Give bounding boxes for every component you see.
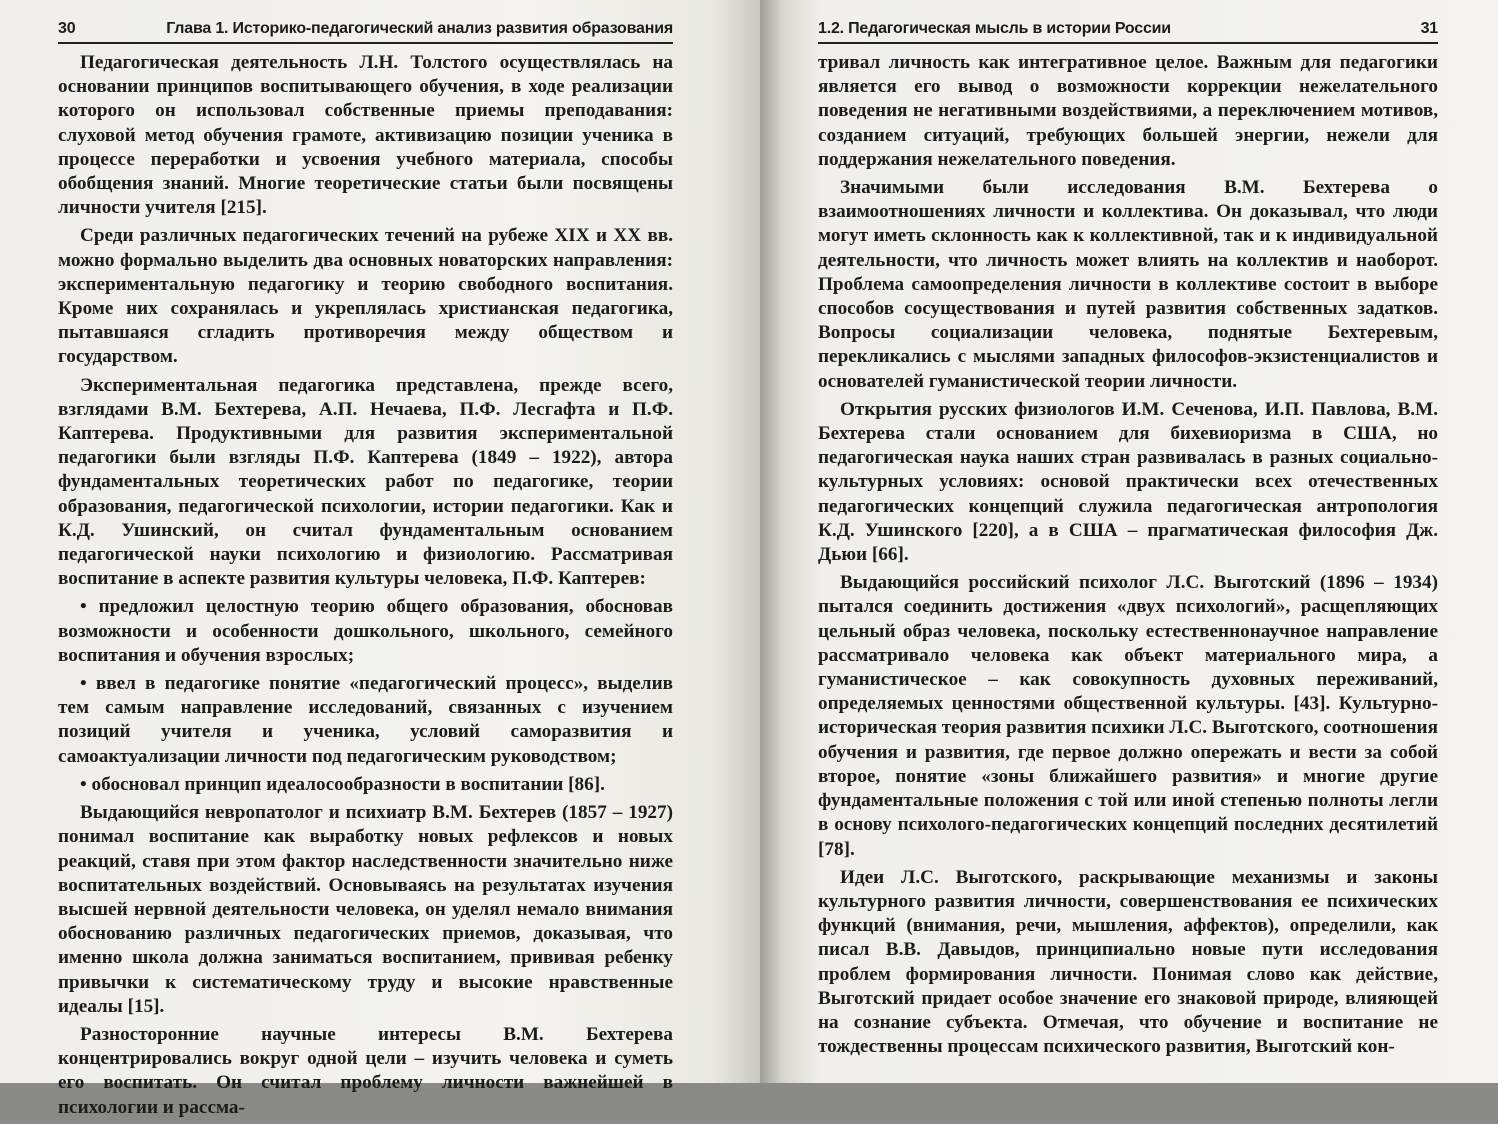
page-number-left: 30 (58, 20, 76, 37)
bullet-item: • ввел в педагогике понятие «педагогический процесс», выделив тем самым направление исследований, связанных с изучением позиций учителя и ученика, условий саморазвития и самоактуализации личности под педагогическим руководством; (58, 673, 673, 767)
paragraph: Идеи Л.С. Выготского, раскрывающие механизмы и законы культурного развития личности, совершенствования ее психических функций (внимания, речи, мышления, аффектов), определили, как писал В.В. Давыдов, принципиально новые пути исследования проблем формирования личности. Понимая слово как действие, Выготский придает особое значение его знаковой природе, влияющей на сознание субъекта. Отмечая, что обучение и воспитание не тождественны процессам психического развития, Выготский кон- (818, 866, 1438, 1058)
paragraph: Значимыми были исследования В.М. Бехтерева о взаимоотношениях личности и коллектива. Он доказывал, что люди могут иметь склонность как к коллективной, так и к индивидуальной деятельности, что личность может влиять на коллектив и наоборот. Проблема самоопределения личности в коллективе состоит в выборе способов сосуществования и путей развития собственных задатков. Вопросы социализации человека, поднятые Бехтеревым, перекликались с мыслями западных философов-экзистенциалистов и основателей гуманистической теории личности. (818, 177, 1438, 392)
left-body-text (58, 51, 673, 1124)
paragraph: Экспериментальная педагогика представлена, прежде всего, взглядами В.М. Бехтерева, А.П. Нечаева, П.Ф. Лесгафта и П.Ф. Каптерева. Продуктивными для развития экспериментальной педагогики были взгляды П.Ф. Каптерева (1849 – 1922), автора фундаментальных теоретических работ по педагогике, теории образования, педагогической психологии, истории педагогики. Как и К.Д. Ушинский, он считал фундаментальным основанием педагогической науки психологию и физиологию. Рассматривая воспитание в аспекте развития культуры человека, П.Ф. Каптерев: (58, 374, 673, 590)
left-running-head (58, 14, 673, 44)
paragraph: Педагогическая деятельность Л.Н. Толстого осуществлялась на основании принципов воспитывающего обучения, в ходе реализации которого он использовал собственные приемы преподавания: слуховой метод обучения грамоте, активизацию позиции ученика в процессе переработки и усвоения учебного материала, способы обобщения знаний. Многие теоретические статьи были посвящены личности учителя [215]. (58, 52, 673, 219)
right-body-text (818, 51, 1438, 1063)
right-running-head (818, 14, 1438, 44)
paragraph: Выдающийся российский психолог Л.С. Выготский (1896 – 1934) пытался соединить достижения «двух психологий», расщепляющих цельный образ человека, поскольку естественнонаучное направление рассматривало человека как объект материального мира, а гуманистическое – как совокупность духовных переживаний, определяемых ценностями общественной культуры. [43]. Культурно-историческая теория развития психики Л.С. Выготского, соотношения обучения и развития, где первое должно опережать и вести за собой второе, понятие «зоны ближайшего развития» и многие другие фундаментальные положения с той или иной степенью полноты легли в основу психолого-педагогических концепций последних десятилетий [78]. (818, 572, 1438, 860)
bullet-item: • обосновал принцип идеалосообразности в воспитании [86]. (80, 773, 605, 795)
paragraph: тривал личность как интегративное целое. Важным для педагогики является его вывод о возможности коррекции нежелательного поведения не негативными воздействиями, а переключением мотивов, созданием ситуаций, требующих большей энергии, нежели для поддержания нежелательного поведения. (818, 52, 1438, 170)
paragraph: Среди различных педагогических течений на рубеже XIX и XX вв. можно формально выделить два основных новаторских направления: экспериментальную педагогику и теорию свободного воспитания. Кроме них сохранялась и укреплялась христианская педагогика, пытавшаяся сгладить противоречия между обществом и государством. (58, 225, 673, 368)
paragraph: Открытия русских физиологов И.М. Сеченова, И.П. Павлова, В.М. Бехтерева стали основанием для бихевиоризма в США, но педагогическая наука наших стран развивалась в разных социально-культурных условиях: основой практически всех отечественных педагогических концепций служила педагогическая антропология К.Д. Ушинского [220], а в США – прагматическая философия Дж. Дьюи [66]. (818, 398, 1438, 566)
page-number-right: 31 (1420, 20, 1438, 37)
right-page (760, 0, 1498, 1083)
paragraph: Выдающийся невропатолог и психиатр В.М. Бехтерев (1857 – 1927) понимал воспитание как выработку новых рефлексов и новых реакций, ставя при этом фактор наследственности значительно ниже воспитательных воздействий. Основываясь на результатах изучения высшей нервной деятельности человека, он уделял немало внимания обоснованию различных педагогических приемов, доказывая, что именно школа должна заниматься воспитанием, прививая ребенку привычки к систематическому труду и высокие нравственные идеалы [15]. (58, 802, 673, 1017)
chapter-title: Глава 1. Историко-педагогический анализ развития образования (166, 20, 673, 37)
paragraph: Разносторонние научные интересы В.М. Бехтерева концентрировались вокруг одной цели – изучить человека и суметь его воспитать. Он считал проблему личности важнейшей в психологии и рассма- (58, 1023, 673, 1118)
section-title: 1.2. Педагогическая мысль в истории России (818, 20, 1171, 37)
bullet-item: • предложил целостную теорию общего образования, обосновав возможности и особенности дошкольного, школьного, семейного воспитания и обучения взрослых; (58, 596, 673, 666)
